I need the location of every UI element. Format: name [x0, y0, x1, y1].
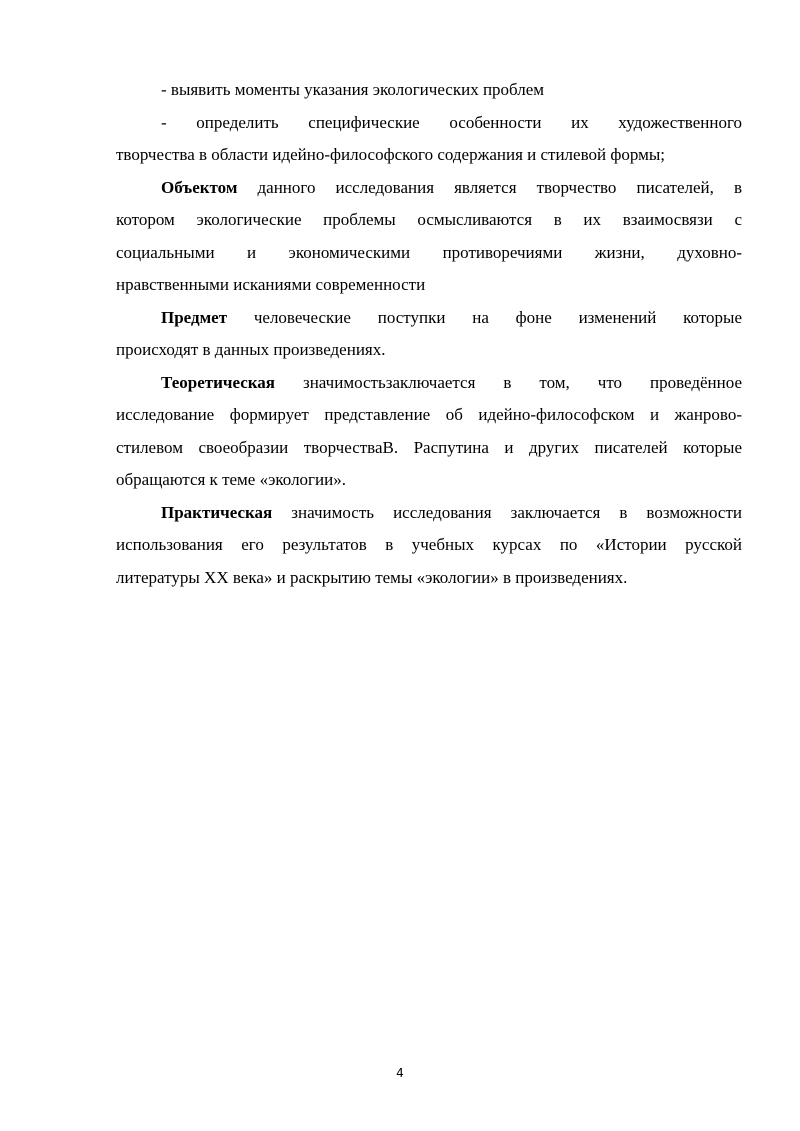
- practical-paragraph-line-2: использования его результатов в учебных курсах по «Истории русской: [116, 535, 742, 554]
- goal-line-1: - выявить моменты указания экологических проблем: [161, 80, 545, 99]
- page-content: [116, 74, 742, 594]
- goal-line-2: - определить специфические особенности их художественного: [161, 112, 742, 132]
- object-paragraph-line-1: [116, 172, 742, 205]
- page-number: 4: [396, 1066, 404, 1080]
- subject-paragraph-line-2: происходят в данных произведениях.: [116, 340, 386, 359]
- object-paragraph-line-2: котором экологические проблемы осмысливаются в их взаимосвязи с: [116, 210, 742, 229]
- goal-line-2-continued: творчества в области идейно-философского содержания и стилевой формы;: [116, 145, 666, 164]
- practical-paragraph-line-1: [116, 497, 742, 530]
- subject-paragraph-line-1: [116, 302, 742, 335]
- subject-text-1: человеческие поступки на фоне изменений которые: [227, 307, 742, 327]
- object-heading: Объектом: [161, 177, 238, 197]
- theoretical-text-1: значимостьзаключается в том, что проведённое: [275, 372, 742, 392]
- object-paragraph-line-4: нравственными исканиями современности: [116, 275, 426, 294]
- theoretical-paragraph-line-1: [116, 367, 742, 400]
- theoretical-paragraph-line-3: стилевом своеобразии творчестваВ. Распутина и других писателей которые: [116, 437, 742, 457]
- practical-heading: Практическая: [161, 502, 273, 522]
- subject-heading: Предмет: [161, 307, 228, 327]
- theoretical-paragraph-line-2: исследование формирует представление об идейно-философском и жанрово-: [116, 405, 742, 424]
- theoretical-heading: Теоретическая: [161, 372, 276, 392]
- practical-paragraph-line-3: литературы XX века» и раскрытию темы «экологии» в произведениях.: [116, 567, 628, 587]
- theoretical-paragraph-line-4: обращаются к теме «экологии».: [116, 470, 346, 489]
- object-text-1: данного исследования является творчество писателей, в: [237, 177, 742, 197]
- object-paragraph-line-3: социальными и экономическими противоречиями жизни, духовно-: [116, 242, 742, 262]
- practical-text-1: значимость исследования заключается в возможности: [272, 502, 742, 522]
